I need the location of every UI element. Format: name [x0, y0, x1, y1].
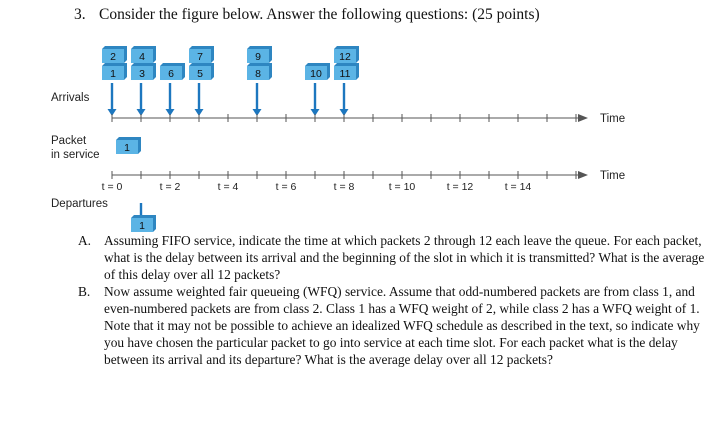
departures-time-axis	[112, 170, 625, 182]
packet-number: 10	[310, 68, 322, 80]
question-b-letter: B.	[78, 284, 91, 299]
time-tick-label: t = 12	[446, 181, 474, 193]
arrival-packet-3	[131, 63, 156, 80]
time-tick-label: t = 4	[217, 181, 239, 193]
arrival-arrow	[108, 83, 117, 116]
time-tick-label: t = 6	[275, 181, 297, 193]
time-tick-label: t = 2	[159, 181, 181, 193]
question-b	[78, 283, 710, 368]
in-service-packet-1	[116, 137, 141, 154]
time-tick-label: t = 10	[388, 181, 416, 193]
packet-number: 6	[168, 68, 174, 80]
arrival-arrow	[311, 83, 320, 116]
arrival-packet-10	[305, 63, 330, 80]
arrival-arrow	[195, 83, 204, 116]
service-label-line1: Packet	[51, 135, 87, 147]
service-label-line2: in service	[51, 149, 100, 161]
arrivals-label: Arrivals	[51, 92, 90, 104]
time-tick-label: t = 14	[504, 181, 532, 193]
problem-heading-text: Consider the figure below. Answer the following questions: (25 points)	[99, 6, 540, 23]
departures-label: Departures	[51, 198, 108, 210]
arrival-arrow	[340, 83, 349, 116]
questions-list	[78, 232, 710, 368]
arrival-packet-9	[247, 46, 272, 63]
question-a-text: Assuming FIFO service, indicate the time at which packets 2 through 12 each leave the queue. For each packet, what is the delay between its arrival and the beginning of the slot in which it is transmitted? What is the average of this delay over all 12 packets?	[104, 233, 705, 282]
arrival-arrow	[166, 83, 175, 116]
arrival-arrow	[253, 83, 262, 116]
packet-number: 2	[110, 51, 116, 63]
arrival-packet-4	[131, 46, 156, 63]
packet-in-service-label	[51, 134, 100, 162]
packet-number: 11	[339, 68, 351, 80]
axis-layer	[102, 113, 626, 193]
time-axis-label: Time	[600, 170, 626, 182]
arrival-packet-5	[189, 63, 214, 80]
departure-packet-1	[131, 215, 156, 232]
arrival-packet-1	[102, 63, 127, 80]
question-a-letter: A.	[78, 233, 92, 248]
packet-number: 3	[139, 68, 145, 80]
problem-number: 3.	[74, 6, 86, 23]
arrival-packet-6	[160, 63, 185, 80]
arrival-packet-7	[189, 46, 214, 63]
arrival-packet-11	[334, 63, 359, 80]
arrivals-layer	[102, 46, 359, 232]
packet-number: 1	[110, 68, 116, 80]
time-tick-label: t = 8	[333, 181, 355, 193]
packet-number: 9	[255, 51, 261, 63]
arrival-packet-12	[334, 46, 359, 63]
arrivals-time-axis	[112, 113, 625, 125]
packet-number: 8	[255, 68, 261, 80]
time-tick-label: t = 0	[101, 181, 123, 193]
packet-number: 1	[124, 142, 130, 154]
time-axis-label: Time	[600, 113, 626, 125]
packet-number: 5	[197, 68, 203, 80]
question-a	[78, 232, 710, 283]
arrival-arrow	[137, 83, 146, 116]
arrival-packet-2	[102, 46, 127, 63]
question-b-text: Now assume weighted fair queueing (WFQ) service. Assume that odd-numbered packets are from class 1, and even-numbered packets are from class 2. Class 1 has a WFQ weight of 2, while class 2 has a WFQ weight of 1. Note that it may not be possible to achieve an idealized WFQ schedule as described in the text, so indicate why you have chosen the particular packet to go into service at each time slot. For each packet what is the delay between its arrival and its departure? What is the average delay over all 12 packets?	[104, 284, 700, 367]
packet-number: 12	[339, 51, 351, 63]
packet-number: 7	[197, 51, 203, 63]
packet-number: 4	[139, 51, 145, 63]
arrival-packet-8	[247, 63, 272, 80]
packet-number: 1	[139, 220, 145, 232]
